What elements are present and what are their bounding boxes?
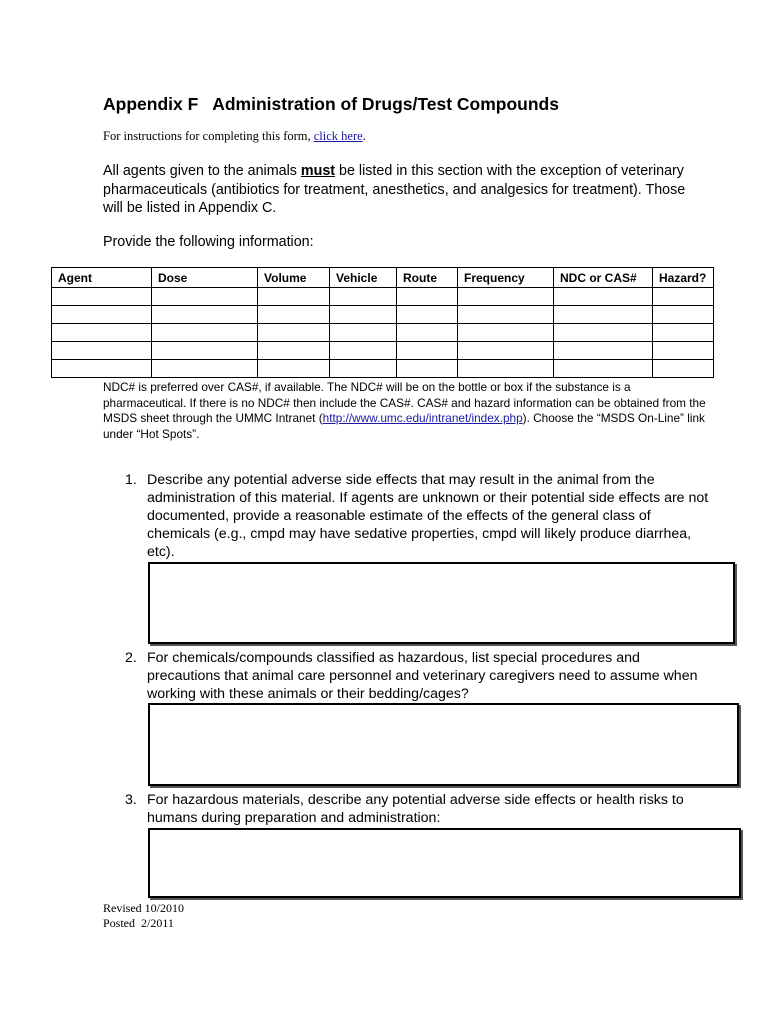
ndc-note-text-end: ). Choose the “MSDS On-Line” link under “Hot Spots”. [103, 411, 705, 441]
question-number: 1. [125, 472, 137, 488]
instructions-suffix: . [362, 129, 366, 143]
table-cell[interactable] [330, 324, 397, 342]
table-row [52, 306, 714, 324]
table-cell[interactable] [258, 324, 330, 342]
header-agent: Agent [52, 268, 152, 288]
table-cell[interactable] [52, 360, 152, 378]
question-number: 3. [125, 792, 137, 808]
table-cell[interactable] [330, 288, 397, 306]
question-1 [125, 471, 717, 561]
question-text: For hazardous materials, describe any potential adverse side effects or health risks to humans during preparation and administration: [147, 792, 684, 826]
intro-before: All agents given to the animals [103, 163, 301, 179]
table-cell[interactable] [554, 360, 653, 378]
header-ndc-cas: NDC or CAS# [554, 268, 653, 288]
table-cell[interactable] [258, 360, 330, 378]
ndc-note [103, 380, 713, 442]
table-cell[interactable] [397, 306, 458, 324]
table-row [52, 324, 714, 342]
question-text: For chemicals/compounds classified as hazardous, list special procedures and precautions that animal care personnel and veterinary caregivers need to assume when working with these animals or their bedding/cages? [147, 650, 698, 702]
posted-date: Posted 2/2011 [103, 916, 174, 930]
table-cell[interactable] [258, 306, 330, 324]
table-cell[interactable] [152, 342, 258, 360]
header-frequency: Frequency [458, 268, 554, 288]
table-row [52, 288, 714, 306]
table-header-row [52, 268, 714, 288]
table-cell[interactable] [554, 306, 653, 324]
header-vehicle: Vehicle [330, 268, 397, 288]
table-cell[interactable] [458, 342, 554, 360]
table-cell[interactable] [653, 288, 714, 306]
answer-box-1[interactable] [148, 562, 735, 644]
header-dose: Dose [152, 268, 258, 288]
table-cell[interactable] [152, 360, 258, 378]
table-row [52, 342, 714, 360]
agents-table [51, 267, 714, 378]
header-route: Route [397, 268, 458, 288]
table-cell[interactable] [554, 342, 653, 360]
provide-heading: Provide the following information: [103, 234, 314, 250]
intro-emphasis: must [300, 163, 336, 179]
table-cell[interactable] [458, 360, 554, 378]
ndc-note-text: NDC# is preferred over CAS#, if available. The NDC# will be on the bottle or box if the substance is a pharmaceutical. If there is no NDC# then include the CAS#. CAS# and hazard information can be obtained from the MSDS sheet through the UMMC Intranet ( [103, 380, 706, 425]
table-cell[interactable] [330, 306, 397, 324]
footer [103, 901, 184, 931]
intro-paragraph [103, 162, 703, 218]
question-text: Describe any potential adverse side effects that may result in the animal from the administration of this material. If agents are unknown or their potential side effects are not documented, provide a reasonable estimate of the effects of the general class of chemicals (e.g., cmpd may have sedative properties, cmpd will likely produce diarrhea, etc). [147, 472, 709, 560]
answer-box-3[interactable] [148, 828, 741, 898]
table-cell[interactable] [397, 324, 458, 342]
table-cell[interactable] [397, 342, 458, 360]
answer-box-2[interactable] [148, 703, 739, 786]
table-cell[interactable] [397, 288, 458, 306]
table-cell[interactable] [554, 324, 653, 342]
question-3 [125, 791, 717, 827]
table-cell[interactable] [152, 288, 258, 306]
table-cell[interactable] [258, 288, 330, 306]
table-cell[interactable] [397, 360, 458, 378]
table-cell[interactable] [52, 288, 152, 306]
click-here-link[interactable]: click here [313, 129, 363, 143]
table-cell[interactable] [653, 342, 714, 360]
header-hazard: Hazard? [653, 268, 714, 288]
table-cell[interactable] [52, 306, 152, 324]
table-cell[interactable] [458, 324, 554, 342]
table-cell[interactable] [653, 324, 714, 342]
table-cell[interactable] [458, 306, 554, 324]
instructions-prefix: For instructions for completing this form, [103, 129, 314, 143]
table-cell[interactable] [653, 306, 714, 324]
table-cell[interactable] [653, 360, 714, 378]
question-2 [125, 649, 717, 703]
table-cell[interactable] [152, 324, 258, 342]
table-cell[interactable] [330, 342, 397, 360]
table-cell[interactable] [258, 342, 330, 360]
table-cell[interactable] [52, 324, 152, 342]
table-cell[interactable] [458, 288, 554, 306]
table-cell[interactable] [52, 342, 152, 360]
header-volume: Volume [258, 268, 330, 288]
table-cell[interactable] [554, 288, 653, 306]
revised-date: Revised 10/2010 [103, 901, 184, 915]
table-cell[interactable] [152, 306, 258, 324]
intranet-link[interactable]: http://www.umc.edu/intranet/index.php [322, 411, 523, 425]
table-row [52, 360, 714, 378]
instructions-line [103, 129, 366, 144]
table-cell[interactable] [330, 360, 397, 378]
page-title: Appendix F Administration of Drugs/Test Compounds [103, 94, 559, 114]
question-number: 2. [125, 650, 137, 666]
intro-after: be listed in this section with the exception of veterinary pharmaceuticals (antibiotics for treatment, anesthetics, and analgesics for treatment). Those will be listed in Appendix C. [103, 163, 686, 216]
